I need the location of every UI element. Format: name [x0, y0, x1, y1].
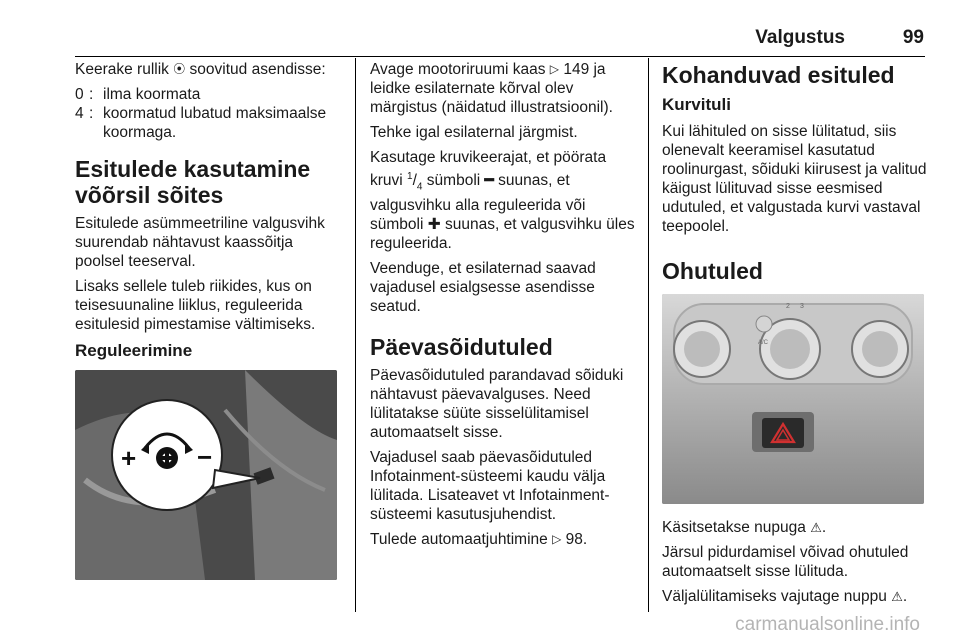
column-3: [662, 60, 928, 612]
paragraph: Kui lähituled on sisse lülitatud, siis olenevalt keeramisel kasutatud roolinurgast, sõiduki kiirusest ja valitud käigust lülituvad sisse eesmised udutuled, et valgustada kurvi vastaval teepoolel.: [662, 123, 927, 235]
plus-label: +: [121, 443, 137, 473]
column-divider-2: [648, 58, 649, 612]
paragraph: Tehke igal esilaternal järgmist.: [370, 124, 578, 141]
paragraph: Päevasõidutuled parandavad sõiduki nähtavust päevavalguses. Need lülitatakse süüte sisselülitamisel automaatselt sisse.: [370, 367, 624, 442]
heading-curve: Kurvituli: [662, 95, 731, 114]
header-rule: [75, 56, 925, 57]
hazard-triangle-icon: ⚠: [891, 589, 903, 604]
list-item: 4 : koormatud lubatud maksimaalse koormaga.: [75, 105, 327, 141]
paragraph: Lisaks sellele tuleb riikides, kus on teisesuunaline liiklus, reguleerida esitulesid pimestamise vältimiseks.: [75, 278, 316, 333]
paragraph-intro: Keerake rullik ⦿ soovitud asendisse:: [75, 61, 326, 78]
headlight-range-icon: ⦿: [173, 62, 186, 76]
page-number: 99: [902, 27, 924, 48]
page-header: [0, 0, 960, 56]
paragraph: Käsitsetakse nupuga ⚠.: [662, 519, 827, 536]
paragraph: Avage mootoriruumi kaas ▷ 149 ja leidke esilaternate kõrval olev märgistus (näidatud illustratsioonil).: [370, 61, 613, 116]
watermark: carmanualsonline.info: [735, 614, 920, 635]
dial-label: 3: [800, 303, 804, 310]
paragraph: Järsul pidurdamisel võivad ohutuled automaatselt sisse lülituda.: [662, 544, 909, 580]
dial-label: 2: [786, 303, 790, 310]
heading-drl: Päevasõidutuled: [370, 334, 553, 361]
heading-abroad: Esitulede kasutamine võõrsil sõites: [75, 156, 311, 208]
page-title: Valgustus: [755, 27, 845, 48]
dial-label: A/C: [758, 340, 769, 346]
list-item: 0 : ilma koormata: [75, 86, 201, 103]
column-2: [370, 60, 642, 555]
heading-adaptive: Kohanduvad esituled: [662, 62, 895, 88]
page-reference-icon: ▷: [552, 532, 562, 547]
page-reference-icon: ▷: [549, 62, 560, 76]
hazard-switch-figure: [662, 294, 924, 504]
load-list: [75, 85, 343, 142]
hazard-triangle-icon: ⚠: [810, 520, 822, 535]
paragraph: Esitulede asümmeetriline valgusvihk suurendab nähtavust kaassõitja poolsel teeserval.: [75, 215, 325, 270]
heading-hazard: Ohutuled: [662, 258, 763, 284]
paragraph: Vajadusel saab päevasõidutuled Infotainment-süsteemi kaudu välja lülitada. Lisateavet vt Infotainment-süsteemi kasutusjuhendist.: [370, 449, 610, 524]
column-divider-1: [355, 58, 356, 612]
minus-label: −: [197, 442, 213, 472]
paragraph: Tulede automaatjuhtimine ▷ 98.: [370, 531, 588, 549]
headlight-adjust-figure: [75, 370, 337, 580]
minus-symbol-icon: ━: [484, 172, 494, 190]
column-1: [75, 60, 343, 580]
heading-adjust: Reguleerimine: [75, 341, 193, 360]
paragraph: Kasutage kruvikeerajat, et pöörata kruvi $^1/_4$ sümboli ━ suunas, et valgusvihku alla reguleerida või sümboli ✚ suunas, et valgusvihku üles reguleerida.: [370, 149, 635, 253]
plus-symbol-icon: ✚: [427, 216, 441, 234]
paragraph: Veenduge, et esilaternad saavad vajadusel esialgsesse asendisse seatud.: [370, 260, 596, 316]
paragraph: Väljalülitamiseks vajutage nuppu ⚠.: [662, 588, 908, 605]
